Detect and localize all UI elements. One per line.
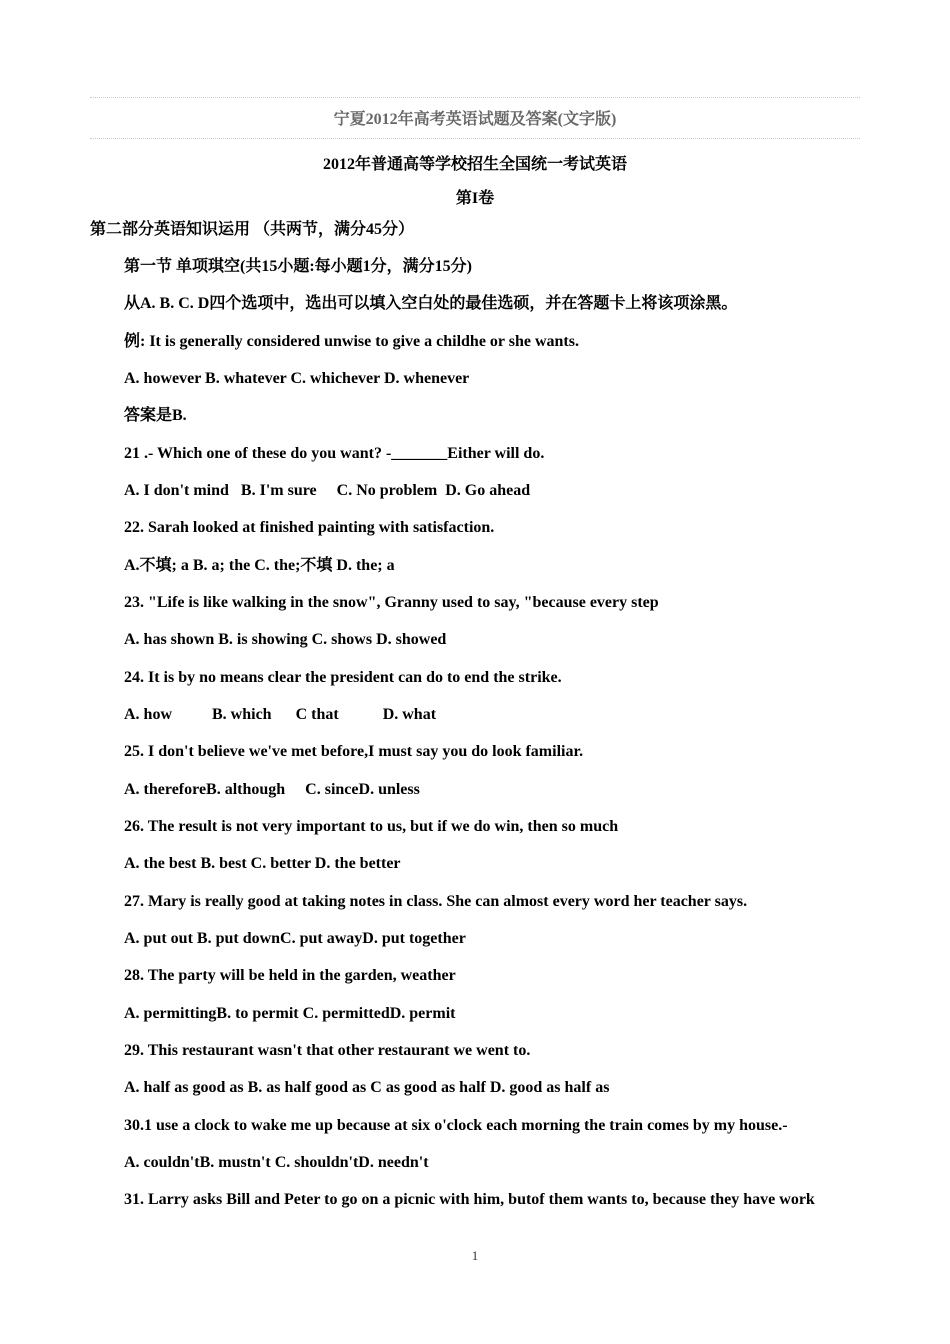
question-29-options: A. half as good as B. as half good as C as good as half D. good as half as: [124, 1079, 610, 1096]
question-26-stem: 26. The result is not very important to us, but if we do win, then so much: [124, 818, 619, 835]
question-25-stem: 25. I don't believe we've met before,I must say you do look familiar.: [124, 743, 584, 760]
document-title: 宁夏2012年高考英语试题及答案(文字版): [333, 111, 617, 128]
part-heading: 第二部分英语知识运用 （共两节，满分45分）: [90, 221, 415, 238]
question-23-options: A. has shown B. is showing C. shows D. showed: [124, 631, 447, 648]
question-26-options: A. the best B. best C. better D. the better: [124, 855, 401, 872]
header-bottom-rule: [90, 138, 860, 139]
question-29-stem: 29. This restaurant wasn't that other restaurant we went to.: [124, 1042, 531, 1059]
question-25-options: A. thereforeB. although C. sinceD. unless: [124, 781, 420, 798]
example-options: A. however B. whatever C. whichever D. whenever: [124, 370, 470, 387]
question-30-options: A. couldn'tB. mustn't C. shouldn'tD. needn't: [124, 1154, 429, 1171]
question-28-stem: 28. The party will be held in the garden, weather: [124, 967, 456, 984]
question-22-stem: 22. Sarah looked at finished painting with satisfaction.: [124, 519, 495, 536]
question-24-options: A. how B. which C that D. what: [124, 706, 437, 723]
section-heading: 第一节 单项琪空(共15小题:每小题1分，满分15分): [124, 258, 472, 275]
example-question: 例: It is generally considered unwise to give a childhe or she wants.: [124, 333, 579, 350]
exam-title: 2012年普通高等学校招生全国统一考试英语: [322, 156, 627, 173]
question-24-stem: 24. It is by no means clear the president can do to end the strike.: [124, 669, 562, 686]
question-31-stem: 31. Larry asks Bill and Peter to go on a picnic with him, butof them wants to, because they have work: [124, 1191, 815, 1208]
question-30-stem: 30.1 use a clock to wake me up because at six o'clock each morning the train comes by my house.-: [124, 1117, 788, 1134]
volume-heading: 第I卷: [455, 190, 495, 207]
question-22-options: A.不填; a B. a; the C. the;不填 D. the; a: [124, 557, 395, 574]
page-number: 1: [471, 1248, 479, 1263]
question-28-options: A. permittingB. to permit C. permittedD. permit: [124, 1005, 456, 1022]
question-27-stem: 27. Mary is really good at taking notes in class. She can almost every word her teacher says.: [124, 893, 748, 910]
question-23-stem: 23. "Life is like walking in the snow", Granny used to say, "because every step: [124, 594, 659, 611]
question-21-stem: 21 .- Which one of these do you want? -_______Either will do.: [124, 445, 545, 462]
example-answer: 答案是B.: [124, 407, 187, 424]
question-27-options: A. put out B. put downC. put awayD. put together: [124, 930, 466, 947]
instruction-text: 从A. B. C. D四个选项中，选出可以填入空白处的最佳选硕，并在答题卡上将该项涂黑。: [124, 295, 738, 312]
header-top-rule: [90, 97, 860, 98]
question-21-options: A. I don't mind B. I'm sure C. No problem D. Go ahead: [124, 482, 531, 499]
